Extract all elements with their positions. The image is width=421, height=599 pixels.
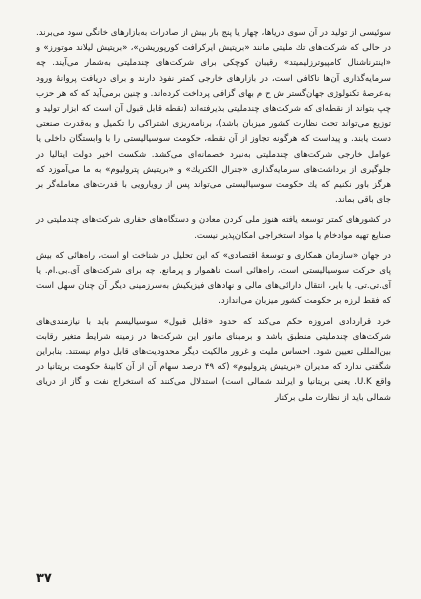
- paragraph-3: در جهان «سازمان همکاری و توسعهٔ اقتصادی» که این تحلیل در شناخت او است، راه‌هائی که بیش پای حرکت سوسیالیستی است، راه‌هائی است ناهموار و پرمانع. چه برای شرکت‌های آی.بی.ام. یا آی.تی.تی. یا بایر، انتقال دارائی‌های مالی و نهادهای فیزیکیش به‌سرزمینی دیگر آن چنان سهل است که فقط لرزه بر حکومت کشور میزبان می‌اندازد.: [36, 250, 391, 307]
- body-text: [36, 26, 391, 406]
- paragraph-4: خرد قراردادی امروزه حکم می‌کند که حدود «قابل قبول» سوسیالیسم باید با نیازمندی‌های شرکت‌های چندملیتی منطبق باشد و برمبنای مانور این شرکت‌ها در زمینه شرایط متغیر رقابت بین‌المللی تعیین شود. احساس ملیت و غرور مالکیت دیگر محدودیت‌های قابل دوام نیستند. بنابراین شگفتی ندارد که مدیران «بریتیش پترولیوم» (که ۴۹ درصد سهام آن از آن کابینهٔ حکومت بریتانیا در واقع U.K. یعنی بریتانیا و ایرلند شمالی است) استدلال می‌کنند که استخراج نفت و گاز از دریای شمالی باید از نظارت ملی برکنار: [36, 316, 391, 403]
- paragraph-1: سوئیسی از تولید در آن سوی دریاها، چهار یا پنج بار بیش از صادرات به‌بازارهای خانگی سود می‌برند. در حالی که شرکت‌های تك ملیتی مانند «بریتیش ایرکرافت کورپوریشن»، «بریتیش لیلاند موتورز» و «اینترناشنال کامپیوترزلیمیتد» رقیبان کوچکی برای شرکت‌های چندملیتی به‌شمار می‌آیند. چه سرمایه‌گذاری آن‌ها ناکافی است، در بازارهای خارجی کمتر نفوذ دارند و برای دریافت پروانهٔ ورود به‌عرصهٔ تکنولوژی جهان‌گستر ش ح م بهای گزافی پرداخت کرده‌اند. و چنین برمی‌آید که که هر حزب چپ بتواند از نقطه‌ای که شرکت‌های چندملیتی بذیرفته‌اند (نقطه قابل قبول آن است که ابزار تولید و توزیع می‌تواند تحت نظارت کشور میزبان باشد)، برنامه‌ریزی اشتراکی را تکمیل و به‌قدرت صنعتی دست یابند. و پیداست که هرگونه تجاوز از آن نقطه، حکومت سوسیالیستی را با وابستگان داخلی یا عوامل خارجی شرکت‌های چندملیتی به‌نبرد خصمانه‌ای می‌کشد. شکست اخیر دولت ایتالیا در جلوگیری از برداشت‌های سرمایه‌گذاری «جنرال الکتریك» و «بریتیش پترولیوم» به ما می‌آموزد که هرگز باور نکنیم که یك حکومت سوسیالیستی می‌تواند پس از رویارویی با قدرت‌های معامله‌گر بر جای باقی بماند.: [36, 28, 391, 206]
- page-number: ۳۷: [36, 571, 52, 586]
- paragraph-2: در کشورهای کمتر توسعه یافته هنوز ملی کردن معادن و دستگاه‌های حفاری شرکت‌های چندملیتی در صنایع تهیه موادخام یا مواد استخراجی امکان‌پذیر نیست.: [36, 215, 391, 241]
